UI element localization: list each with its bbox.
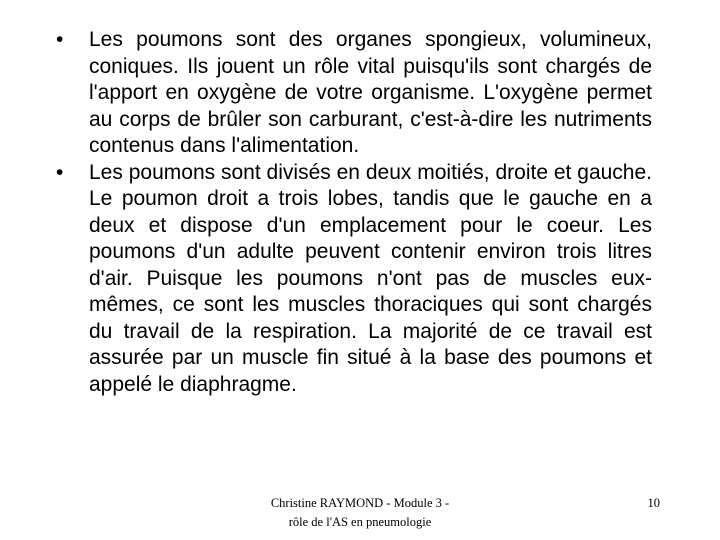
footer-author-line2: rôle de l'AS en pneumologie [288,515,432,529]
bullet-item-lungs-structure [56,160,652,399]
bullet-marker: • [56,160,64,184]
footer-author-line1: Christine RAYMOND - Module 3 - [270,496,450,510]
footer-author [240,494,480,532]
bullet-text: Les poumons sont divisés en deux moitiés, droite et gauche. Le poumon droit a trois lobes, tandis que le gauche en a deux et dispose d'un emplacement pour le coeur. Les poumons d'un adulte peuvent contenir environ trois litres d'air. Puisque les poumons n'ont pas de muscles eux-mêmes, ce sont les muscles thoraciques qui sont chargés du travail de la respiration. La majorité de ce travail est assurée par un muscle fin situé à la base des poumons et appelé le diaphragme. [89,160,652,396]
bullet-item-lungs-description [56,27,652,160]
bullet-text: Les poumons sont des organes spongieux, volumineux, coniques. Ils jouent un rôle vital puisqu'ils sont chargés de l'apport en oxygène de votre organisme. L'oxygène permet au corps de brûler son carburant, c'est-à-dire les nutriments contenus dans l'alimentation. [89,28,652,157]
bullet-marker: • [56,28,64,51]
bullet-list [56,27,652,398]
page-number: 10 [647,496,660,510]
